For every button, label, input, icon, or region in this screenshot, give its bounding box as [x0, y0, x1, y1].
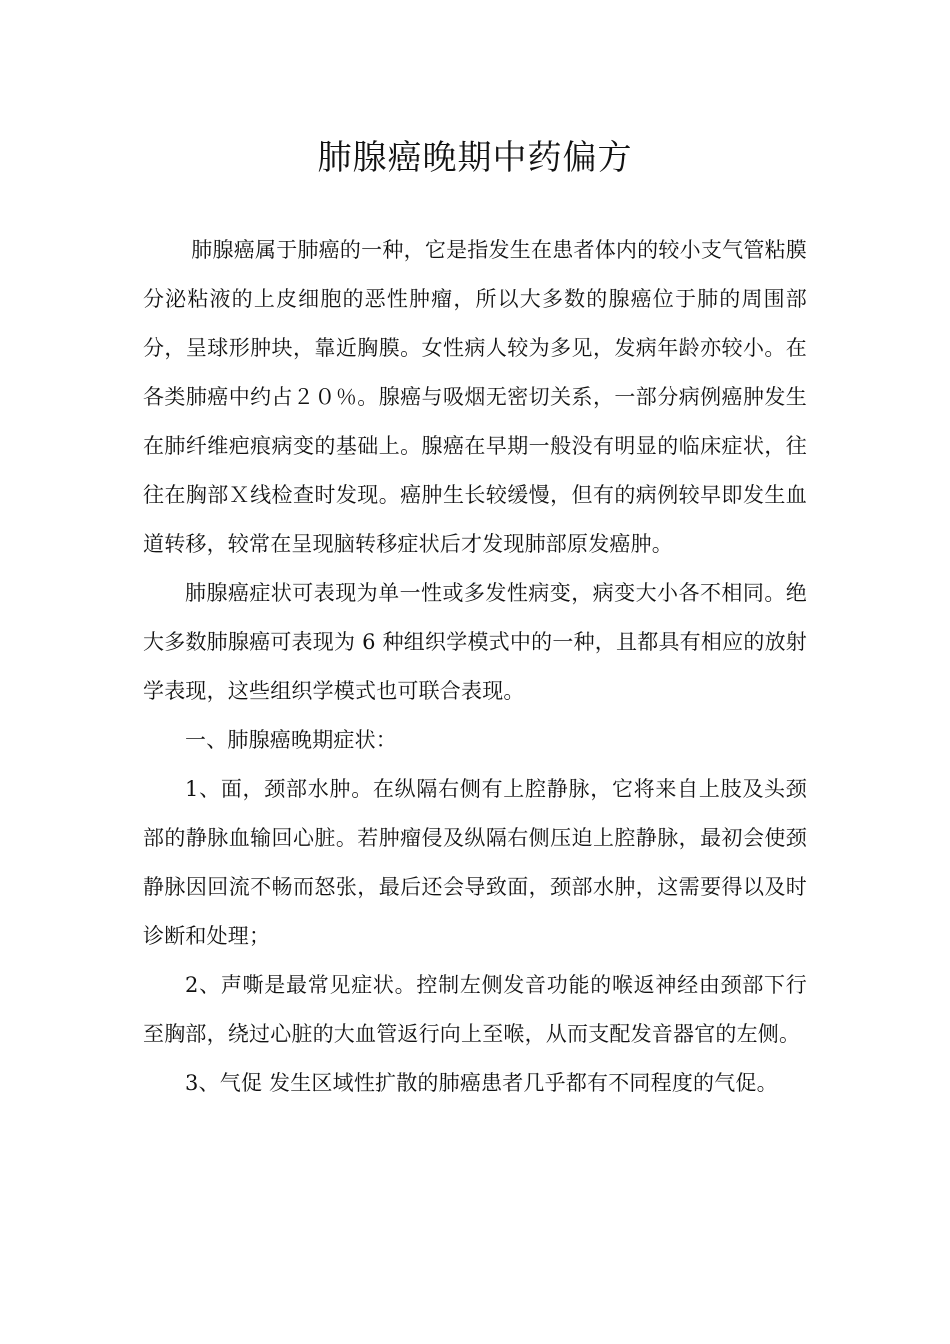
document-title: 肺腺癌晚期中药偏方	[317, 138, 633, 178]
paragraph-symptoms-overview: 肺腺癌症状可表现为单一性或多发性病变，病变大小各不相同。绝大多数肺腺癌可表现为 6 种组织学模式中的一种，且都具有相应的放射学表现，这些组织学模式也可联合表现。	[143, 581, 807, 703]
paragraph-symptom-3: 3、气促 发生区域性扩散的肺癌患者几乎都有不同程度的气促。	[185, 1071, 778, 1095]
document-body	[143, 226, 807, 1108]
paragraph-symptom-1: 1、面，颈部水肿。在纵隔右侧有上腔静脉，它将来自上肢及头颈部的静脉血输回心脏。若肿瘤侵及纵隔右侧压迫上腔静脉，最初会使颈静脉因回流不畅而怒张，最后还会导致面，颈部水肿，这需要得以及时诊断和处理；	[143, 777, 807, 948]
paragraph-intro: 肺腺癌属于肺癌的一种，它是指发生在患者体内的较小支气管粘膜分泌粘液的上皮细胞的恶性肿瘤，所以大多数的腺癌位于肺的周围部分，呈球形肿块，靠近胸膜。女性病人较为多见，发病年龄亦较小。在各类肺癌中约占２０％。腺癌与吸烟无密切关系，一部分病例癌肿发生在肺纤维疤痕病变的基础上。腺癌在早期一般没有明显的临床症状，往往在胸部Ｘ线检查时发现。癌肿生长较缓慢，但有的病例较早即发生血道转移，较常在呈现脑转移症状后才发现肺部原发癌肿。	[143, 238, 807, 556]
section-heading-late-symptoms: 一、肺腺癌晚期症状：	[185, 728, 397, 752]
paragraph-symptom-2: 2、声嘶是最常见症状。控制左侧发音功能的喉返神经由颈部下行至胸部，绕过心脏的大血管返行向上至喉，从而支配发音器官的左侧。	[143, 973, 807, 1046]
